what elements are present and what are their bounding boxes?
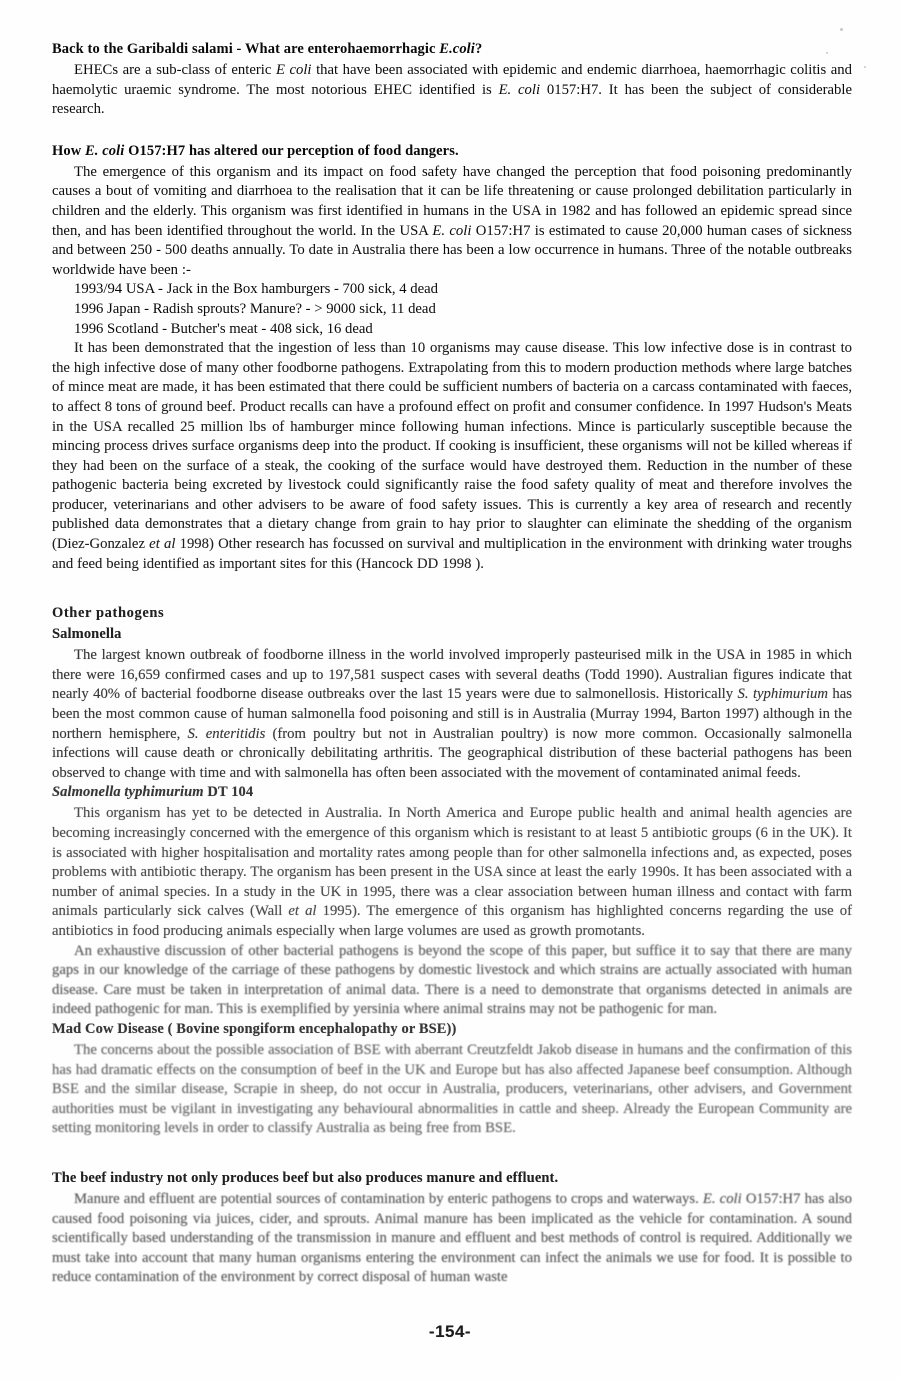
list-item-outbreak: 1993/94 USA - Jack in the Box hamburgers - 700 sick, 4 dead [74,281,439,298]
paragraph-ehec-intro [52,61,852,120]
heading-other-pathogens: Other pathogens [52,605,165,622]
paragraph-manure-effluent [52,1190,852,1288]
para-run: 0157:H7. It has been the subject of considerable research. [52,81,852,118]
heading-o157h7-perception [52,142,852,161]
heading-species-italic: E. coli [85,142,125,159]
paragraph-dt104 [52,804,852,941]
heading-text-plain: How [52,142,86,159]
para-run: 1995). The emergence of this organism has highlighted concerns regarding the use of antibiotics in food producing animals especially when large volumes are used as growth promotants. [52,903,852,939]
heading-mad-cow-disease: Mad Cow Disease ( Bovine spongiform encephalopathy or BSE)) [52,1020,457,1037]
para-run: that have been associated with epidemic and endemic diarrhoea, haemorrhagic colitis and haemolytic uraemic syndrome. The most notorious EHEC identified is [52,62,852,98]
para-italic-run: S. typhimurium [737,686,829,703]
heading-enterohaemorrhagic-ecoli [52,40,852,59]
page-number: -154- [428,1322,472,1341]
para-italic-run: E coli [275,62,312,78]
para-italic-run: et al [288,903,317,920]
heading-text-plain: Back to the Garibaldi salami - What are enterohaemorrhagic [52,41,440,57]
paragraph-infective-dose [52,339,852,574]
paragraph-mad-cow: The concerns about the possible association of BSE with aberrant Creutzfeldt Jakob disease in humans and the confirmation of this has had dramatic effects on the consumption of beef in the UK and Europe but has also affected Japanese beef consumption. Although BSE and the similar disease, Scrapie in sheep, do not occur in Australia, producers, veterinarians, other advisers, and Government authorities must be vigilant in investigating any behavioural abnormalities in cattle and sheep. Already the European Community are setting monitoring levels in order to classify Australia as being free from BSE. [52,1041,852,1137]
para-run: Manure and effluent are potential sources of contamination by enteric pathogens to crops and waterways. [74,1190,703,1207]
list-item-outbreak: 1996 Scotland - Butcher's meat - 408 sick, 16 dead [74,320,373,337]
para-italic-run: E. coli [498,81,541,98]
list-item-outbreak: 1996 Japan - Radish sprouts? Manure? - > 9000 sick, 11 dead [74,300,436,317]
para-run: This organism has yet to be detected in Australia. In North America and Europe public health and animal health agencies are becoming increasingly concerned with the emergence of this organism which is resistant to at least 5 antibiotic groups (6 in the UK). It is associated with higher hospitalisation and mortality rates among people than for other salmonella infections and, as expected, poses problems with antibiotic therapy. The organism has been present in the USA since at least the early 1990s. It has been associated with a number of animal species. In a study in the UK in 1995, there was a clear association between human illness and contact with farm animals particularly sick calves (Wall [52,805,852,920]
para-run: O157:H7 has also caused food poisoning via juices, cider, and sprouts. Animal manure has been implicated as the vehicle for contamination. A sound scientifically based understanding of the transmission in manure and effluent and best methods of control is required. Additionally we must take into account that many human organisms entering the environment can infect the animals we use for food. It is possible to reduce contamination of the environment by correct disposal of human waste [52,1190,852,1286]
para-run: It has been demonstrated that the ingestion of less than 10 organisms may cause disease. This low infective dose is in contrast to the high infective dose of many other foodborne pathogens. Extrapolating from this to modern production methods where large batches of mince meat are made, it has been estimated that there could be sufficient numbers of bacteria on a carcass contaminated with faeces, to affect 8 tons of ground beef. Product recalls can have a profound effect on profit and consumer confidence. In 1997 Hudson's Meats in the USA recalled 25 million lbs of hamburger mince following human infections. Mince is particularly susceptible because the mincing process drives surface organisms deep into the product. If cooking is insufficient, these organisms will not be killed whereas if they had been on the surface of a steak, the cooking of the surface would have destroyed them. Reduction in the number of these pathogenic bacteria being excreted by livestock could significantly raise the food safety quality of meat and therefore involves the producer, veterinarians and other advisers to be aware of food safety issues. This is currently a key area of research and recently published data demonstrates that a dietary change from grain to hay prior to slaughter can eliminate the shedding of the organism (Diez-Gonzalez [52,340,852,553]
para-run: O157:H7 is estimated to cause 20,000 human cases of sickness and between 250 - 500 deaths annually. To date in Australia there has been a low occurrence in humans. Three of the notable outbreaks worldwide have been :- [52,222,852,278]
document-body [52,40,852,1288]
heading-text-tail: O157:H7 has altered our perception of food dangers. [124,142,459,159]
paragraph-salmonella [52,646,852,783]
para-run: 1998) Other research has focussed on survival and multiplication in the environment with drinking water troughs and feed being identified as important sites for this (Hancock DD 1998 ). [52,536,852,572]
heading-beef-industry-manure-effluent: The beef industry not only produces beef but also produces manure and effluent. [52,1169,559,1186]
paragraph-exhaustive-discussion: An exhaustive discussion of other bacterial pathogens is beyond the scope of this paper, but suffice it to say that there are many gaps in our knowledge of the carriage of these pathogens by domestic livestock and which strains are actually associated with human disease. Care must be taken in interpretation of animal data. There is a need to demonstrate that organisms detected in animals are indeed pathogenic for man. This is exemplified by yersinia where animal strains may not be pathogenic for man. [52,942,852,1018]
heading-salmonella-typhimurium-dt104 [52,783,852,802]
para-italic-run: E. coli [702,1190,742,1207]
para-run: has been the most common cause of human salmonella food poisoning and still is in Australia (Murray 1994, Barton 1997) although in the northern hemisphere, [52,686,853,742]
scan-speck [840,28,843,31]
para-italic-run: E. coli [432,222,472,239]
heading-text-tail: DT 104 [203,784,254,801]
para-run: (from poultry but not in Australian poultry) is now more common. Occasionally salmonella infections will cause death or chronically debilitating arthritis. The geographical distribution of these bacterial pathogens has been observed to change with time and with salmonella has often been associated with the movement of contaminated animal feeds. [52,725,853,781]
heading-text-tail: ? [474,41,483,57]
para-run: The emergence of this organism and its impact on food safety have changed the perception that food poisoning predominantly causes a bout of vomiting and diarrhoea to the realisation that it can be life threatening or cause prolonged debilitation particularly in children and the elderly. This organism was first identified in humans in the USA in 1982 and has followed an epidemic spread since then, and has been identified throughout the world. In the USA [52,163,852,239]
para-italic-run: et al [149,536,176,553]
paragraph-perception [52,163,852,281]
para-italic-run: S. enteritidis [187,725,266,742]
scan-speck [864,66,866,68]
heading-species-italic: Salmonella typhimurium [52,784,204,801]
para-run: EHECs are a sub-class of enteric [74,62,276,78]
para-run: The largest known outbreak of foodborne illness in the world involved improperly pasteurised milk in the USA in 1985 in which there were 16,659 confirmed cases and up to 197,581 suspect cases with several deaths (Todd 1990). Australian figures indicate that nearly 40% of bacterial foodborne disease outbreaks over the last 15 years were due to salmonellosis. Historically [52,647,852,703]
heading-salmonella: Salmonella [52,626,122,643]
heading-species-italic: E.coli [439,41,475,57]
